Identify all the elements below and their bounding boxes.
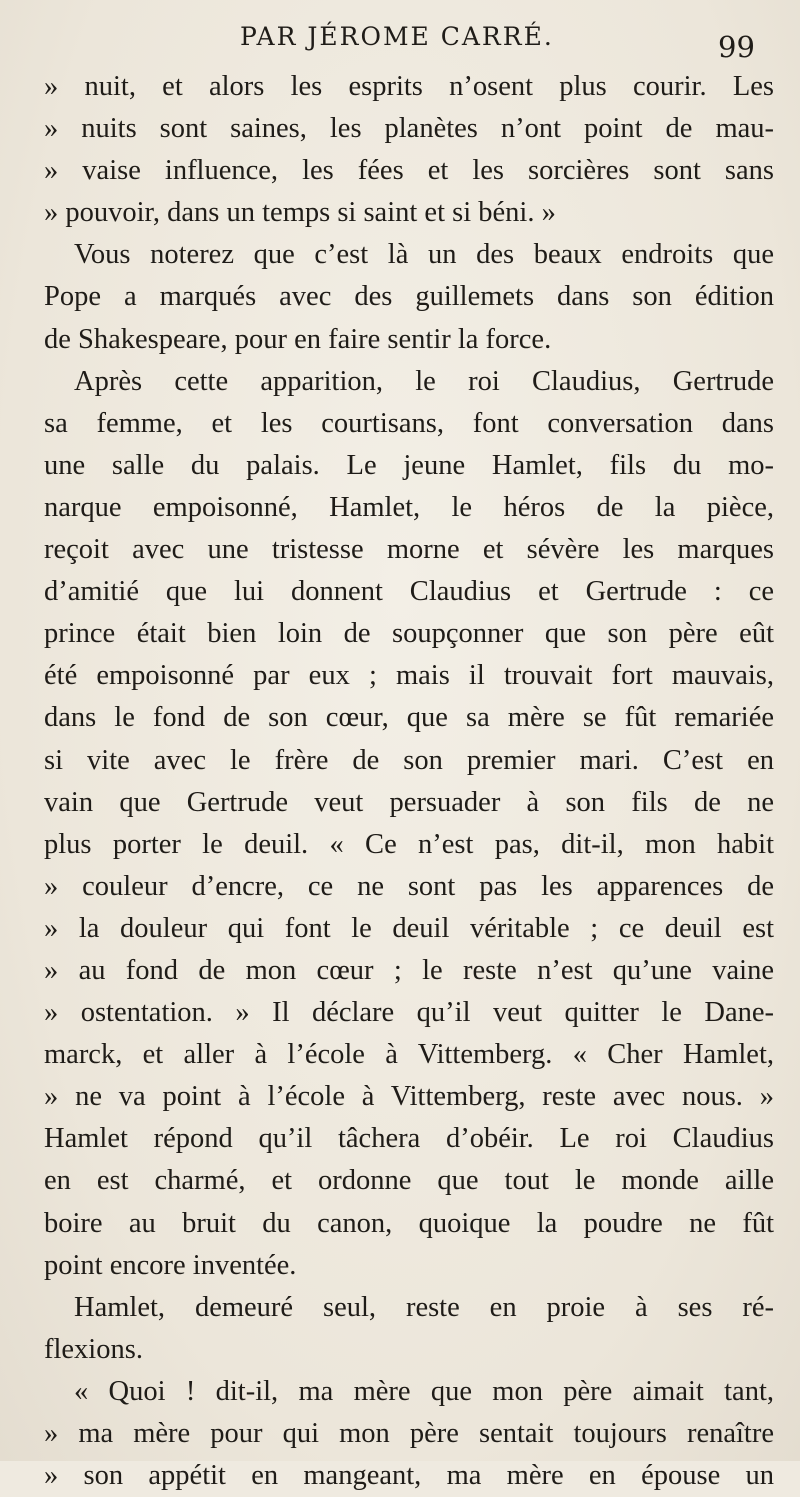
text-line: Hamlet répond qu’il tâchera d’obéir. Le roi Claudius [44,1123,774,1155]
text-line: » au fond de mon cœur ; le reste n’est qu’une vaine [44,954,774,986]
page-header [0,22,800,62]
text-line: dans le fond de son cœur, que sa mère se fût remariée [44,702,774,734]
text-line: marck, et aller à l’école à Vittemberg. « Cher Hamlet, [44,1039,774,1071]
body-text [44,66,774,1497]
text-line: été empoisonné par eux ; mais il trouvait fort mauvais, [44,660,774,692]
text-line: » ma mère pour qui mon père sentait toujours renaître [44,1418,774,1449]
text-line: une salle du palais. Le jeune Hamlet, fils du mo- [44,449,774,481]
text-line: Après cette apparition, le roi Claudius, Gertrude [74,365,774,397]
text-line: » nuit, et alors les esprits n’osent plus courir. Les [44,71,774,102]
text-line: sa femme, et les courtisans, font conversation dans [44,407,774,439]
text-line: narque empoisonné, Hamlet, le héros de la pièce, [44,491,774,523]
page-number: 99 [718,30,755,64]
text-line: flexions. [44,1333,143,1365]
text-line: vain que Gertrude veut persuader à son fils de ne [44,786,774,818]
text-line: » la douleur qui font le deuil véritable ; ce deuil est [44,912,774,944]
text-line: de Shakespeare, pour en faire sentir la force. [44,323,552,355]
text-line: Pope a marqués avec des guillemets dans son édition [44,281,774,313]
running-head: PAR JÉROME CARRÉ. [240,22,554,51]
text-line: Vous noterez que c’est là un des beaux endroits que [74,239,774,271]
text-line: » ostentation. » Il déclare qu’il veut quitter le Dane- [44,997,774,1029]
text-line: prince était bien loin de soupçonner que son père eût [44,618,774,650]
text-line: point encore inventée. [44,1249,297,1281]
text-line: » nuits sont saines, les planètes n’ont point de mau- [44,113,774,145]
text-line: plus porter le deuil. « Ce n’est pas, dit-il, mon habit [44,828,774,860]
text-line: » couleur d’encre, ce ne sont pas les apparences de [44,870,774,902]
text-line: boire au bruit du canon, quoique la poudre ne fût [44,1207,774,1239]
text-line: d’amitié que lui donnent Claudius et Gertrude : ce [44,576,774,608]
text-line: « Quoi ! dit-il, ma mère que mon père aimait tant, [74,1375,774,1407]
text-line: » ne va point à l’école à Vittemberg, reste avec nous. » [44,1081,774,1113]
text-line: reçoit avec une tristesse morne et sévère les marques [44,534,774,566]
text-line: » pouvoir, dans un temps si saint et si béni. » [44,197,556,229]
text-line: si vite avec le frère de son premier mari. C’est en [44,744,774,776]
text-line: » vaise influence, les fées et les sorcières sont sans [44,155,774,187]
text-line: Hamlet, demeuré seul, reste en proie à ses ré- [74,1291,774,1323]
text-line: » son appétit en mangeant, ma mère en épouse un [44,1460,774,1492]
text-line: en est charmé, et ordonne que tout le monde aille [44,1165,774,1197]
